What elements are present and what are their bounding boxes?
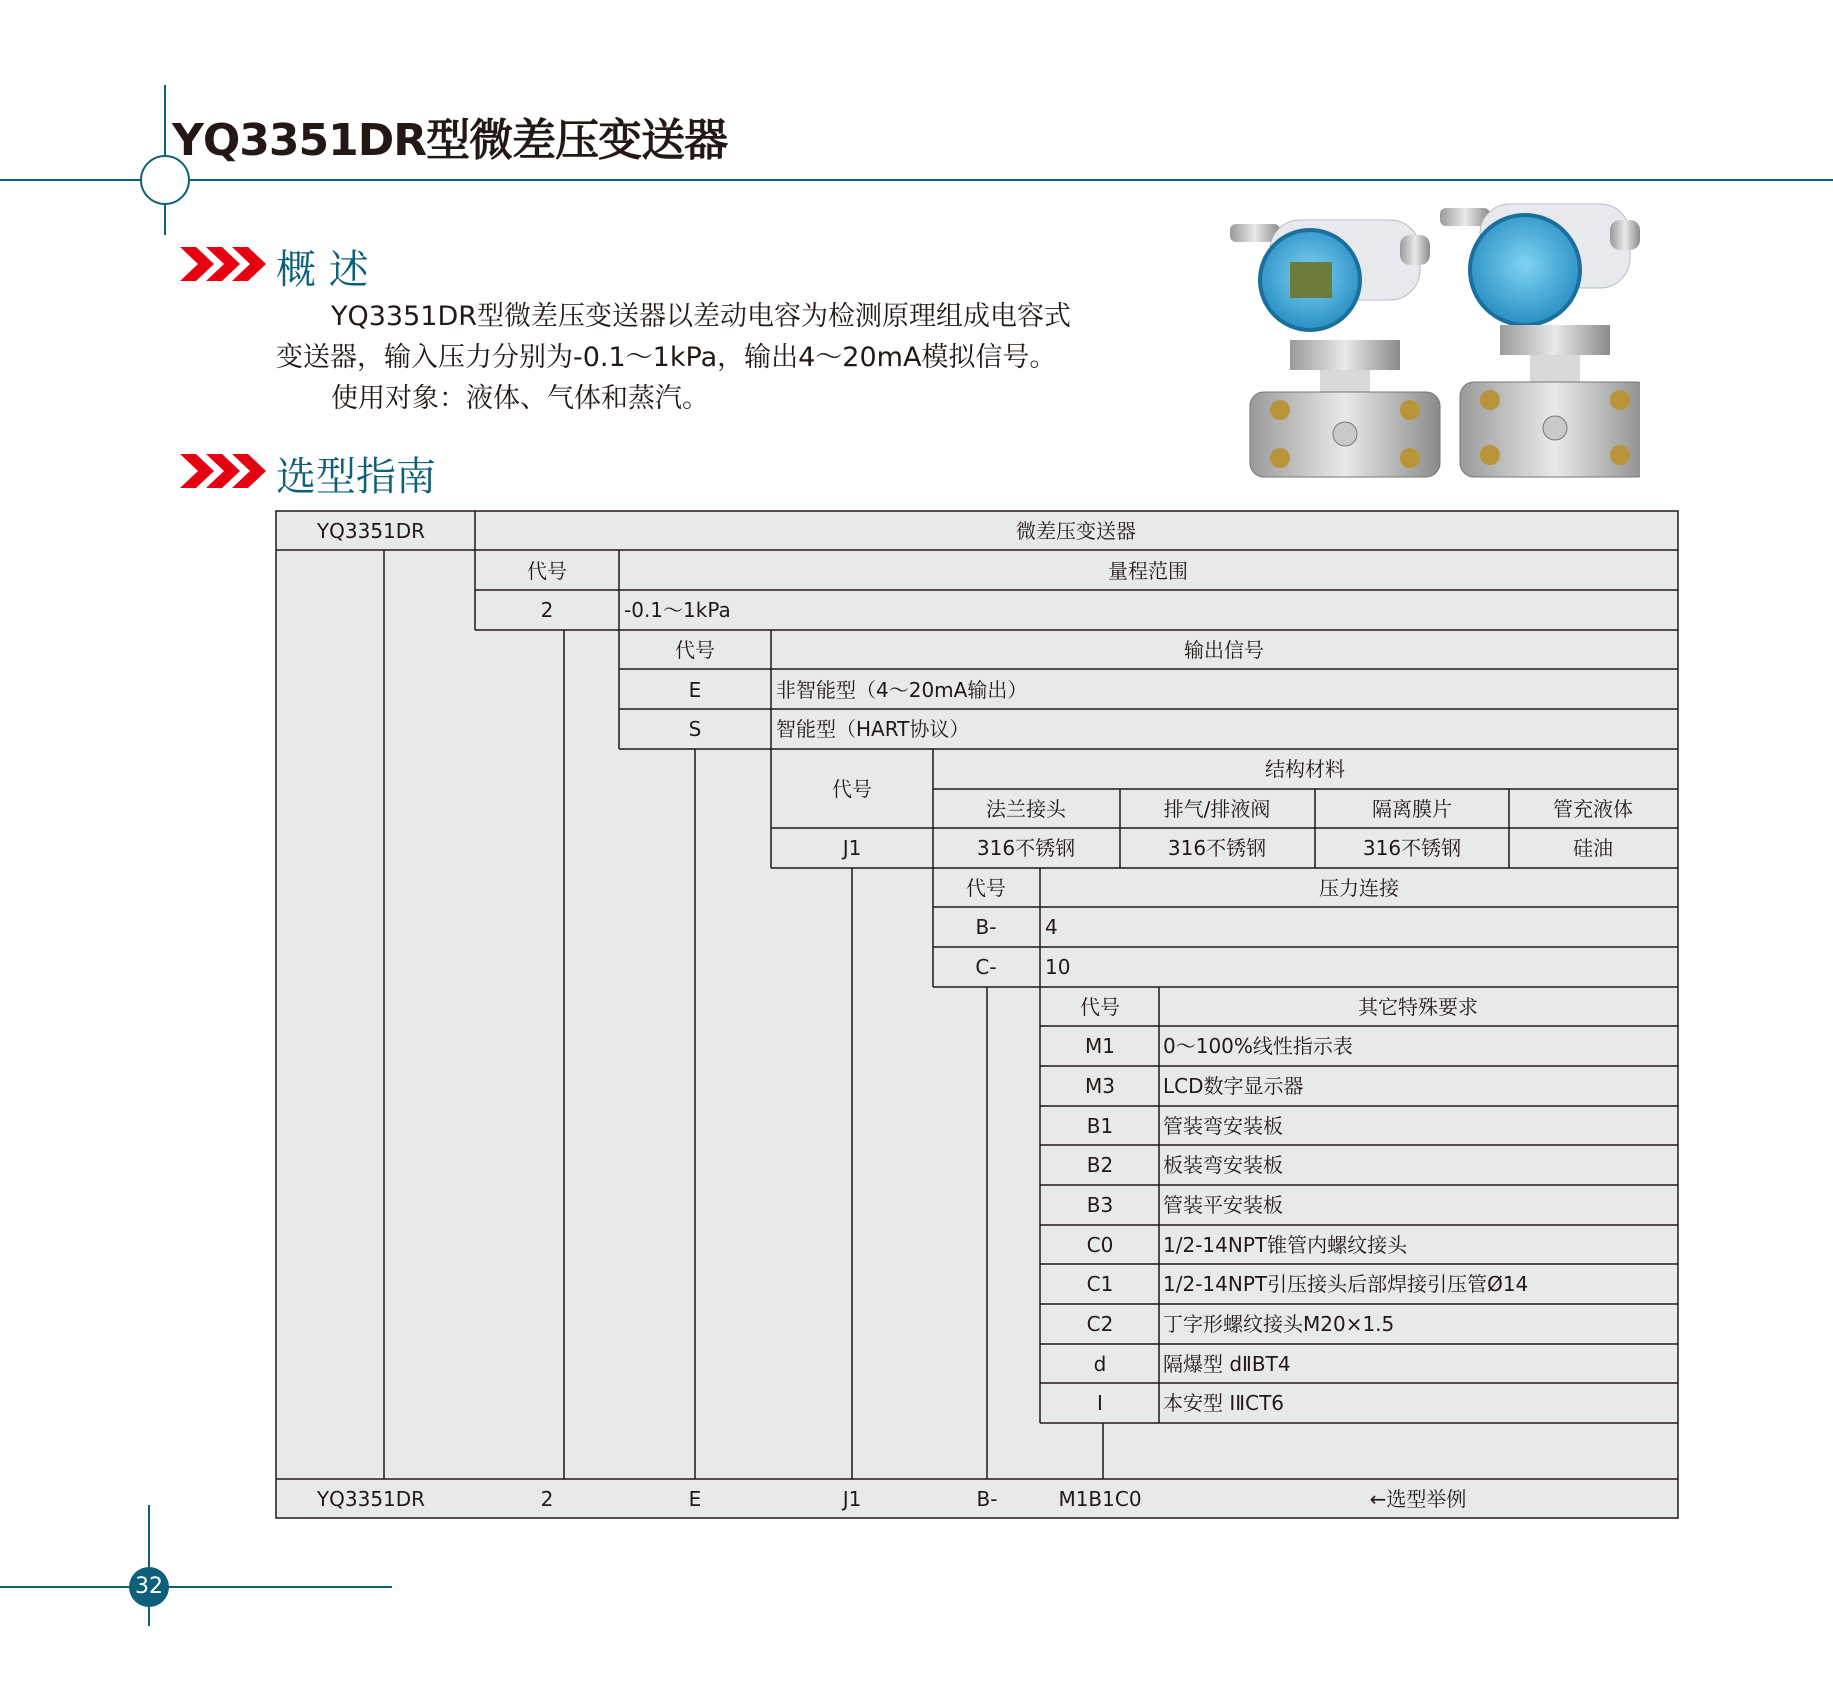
example-model: YQ3351DR <box>316 1487 426 1511</box>
special-row-code: B2 <box>1086 1153 1114 1177</box>
connection-row-desc: 4 <box>1045 915 1058 939</box>
material-header: 结构材料 <box>1265 757 1345 781</box>
selection-heading: 选型指南 <box>276 454 436 500</box>
material-cell: 硅油 <box>1573 836 1613 860</box>
special-row-code: C0 <box>1086 1233 1114 1257</box>
connection-row-code: B- <box>975 915 997 939</box>
special-row-code: d <box>1093 1352 1107 1376</box>
output-row-code: S <box>688 717 702 741</box>
overview-line-2: 变送器，输入压力分别为-0.1～1kPa，输出4～20mA模拟信号。 <box>276 342 1057 373</box>
special-code-label: 代号 <box>1080 995 1120 1019</box>
special-row-code: I <box>1097 1391 1103 1415</box>
special-row-code: C2 <box>1086 1312 1114 1336</box>
special-row-desc: 1/2-14NPT引压接头后部焊接引压管Ø14 <box>1163 1272 1529 1296</box>
output-row-desc: 智能型（HART协议） <box>776 717 970 741</box>
material-col: 排气/排液阀 <box>1163 797 1271 821</box>
special-row-desc: 0～100%线性指示表 <box>1163 1034 1353 1058</box>
material-col: 法兰接头 <box>986 797 1066 821</box>
material-cell: 316不锈钢 <box>976 836 1076 860</box>
material-code-label: 代号 <box>832 777 872 801</box>
output-row-desc: 非智能型（4～20mA输出） <box>776 678 1028 702</box>
connection-row-code: C- <box>975 955 997 979</box>
special-row-desc: 本安型 ⅠⅡCT6 <box>1163 1391 1285 1415</box>
special-row-code: M1 <box>1085 1034 1115 1058</box>
special-row-desc: 管装平安装板 <box>1163 1193 1283 1217</box>
connection-code-label: 代号 <box>966 876 1006 900</box>
example-output: E <box>688 1487 702 1511</box>
range-code-label: 代号 <box>527 559 567 583</box>
overview-line-1: YQ3351DR型微差压变送器以差动电容为检测原理组成电容式 <box>331 301 1072 332</box>
example-connection: B- <box>976 1487 998 1511</box>
range-row-desc: -0.1～1kPa <box>624 598 731 622</box>
output-header: 输出信号 <box>1184 638 1264 662</box>
special-header: 其它特殊要求 <box>1358 995 1478 1019</box>
connection-header: 压力连接 <box>1319 876 1399 900</box>
material-col: 管充液体 <box>1553 797 1633 821</box>
model-code: YQ3351DR <box>316 519 426 543</box>
material-cell: 316不锈钢 <box>1167 836 1267 860</box>
special-row-code: B3 <box>1086 1193 1114 1217</box>
example-material: J1 <box>842 1487 862 1511</box>
model-name: 微差压变送器 <box>1016 519 1136 543</box>
range-row-code: 2 <box>540 598 554 622</box>
page-number: 32 <box>129 1567 169 1607</box>
special-row-desc: 板装弯安装板 <box>1163 1153 1283 1177</box>
range-header: 量程范围 <box>1108 559 1188 583</box>
special-row-desc: 丁字形螺纹接头M20×1.5 <box>1163 1312 1395 1336</box>
material-col: 隔离膜片 <box>1372 797 1452 821</box>
special-row-desc: LCD数字显示器 <box>1163 1074 1304 1098</box>
material-cell: 316不锈钢 <box>1362 836 1462 860</box>
output-row-code: E <box>688 678 702 702</box>
special-row-code: C1 <box>1086 1272 1114 1296</box>
overview-line-3: 使用对象：液体、气体和蒸汽。 <box>331 383 709 414</box>
special-row-desc: 管装弯安装板 <box>1163 1114 1283 1138</box>
special-row-code: M3 <box>1085 1074 1115 1098</box>
overview-heading: 概 述 <box>276 247 369 293</box>
special-row-desc: 隔爆型 dⅡBT4 <box>1163 1352 1291 1376</box>
example-special: M1B1C0 <box>1058 1487 1142 1511</box>
page-title: YQ3351DR型微差压变送器 <box>172 115 728 166</box>
material-row-code: J1 <box>842 836 862 860</box>
example-range: 2 <box>540 1487 554 1511</box>
connection-row-desc: 10 <box>1045 955 1071 979</box>
special-row-code: B1 <box>1086 1114 1114 1138</box>
special-row-desc: 1/2-14NPT锥管内螺纹接头 <box>1163 1233 1408 1257</box>
output-code-label: 代号 <box>675 638 715 662</box>
example-note: ←选型举例 <box>1369 1487 1467 1511</box>
